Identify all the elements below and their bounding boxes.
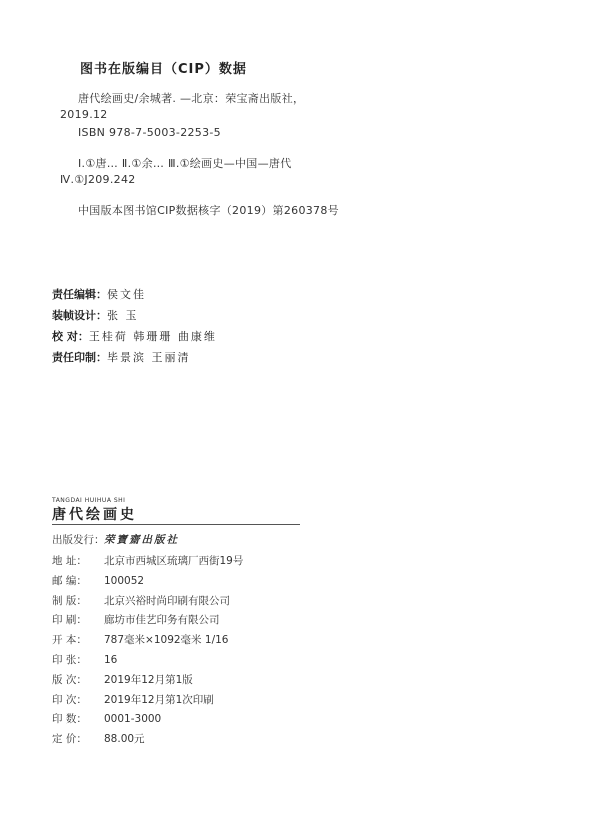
spec-label: 地 址： — [52, 555, 87, 567]
spec-price — [52, 731, 145, 746]
credit-value: 张 玉 — [107, 309, 139, 322]
spec-publisher — [52, 532, 179, 547]
spec-format — [52, 632, 228, 647]
spec-label: 开 本： — [52, 634, 87, 646]
credit-designer — [52, 307, 139, 323]
credit-value: 毕景滨 王丽清 — [107, 351, 191, 364]
spec-label: 制 版： — [52, 595, 87, 607]
spec-value: 廊坊市佳艺印务有限公司 — [104, 614, 220, 626]
spec-value: 2019年12月第1次印刷 — [104, 694, 214, 706]
spec-label: 印 刷： — [52, 614, 87, 626]
spec-value: 88.00元 — [104, 733, 145, 745]
cip-line1: 唐代绘画史/余城著. —北京：荣宝斋出版社， — [78, 92, 305, 105]
credit-value: 侯文佳 — [107, 288, 146, 301]
credit-editor — [52, 286, 146, 302]
spec-impression — [52, 692, 214, 707]
credit-label: 校 对： — [52, 330, 89, 343]
spec-label: 印 数： — [52, 713, 87, 725]
credit-printing — [52, 349, 191, 365]
cip-line2: 2019.12 — [60, 108, 108, 121]
title-divider — [52, 524, 300, 525]
book-pinyin: TANGDAI HUIHUA SHI — [52, 497, 126, 504]
book-title: 唐代绘画史 — [52, 507, 137, 523]
spec-edition — [52, 672, 193, 687]
spec-value: 2019年12月第1版 — [104, 674, 193, 686]
credit-label: 装帧设计： — [52, 309, 107, 322]
spec-label: 版 次： — [52, 674, 87, 686]
credit-label: 责任印制： — [52, 351, 107, 364]
credit-label: 责任编辑： — [52, 288, 107, 301]
credit-proofreader — [52, 328, 217, 344]
spec-plate-making — [52, 593, 230, 608]
credit-value: 王桂荷 韩珊珊 曲康维 — [88, 330, 217, 343]
cip-class2: Ⅳ.①J209.242 — [60, 173, 136, 186]
spec-sheets — [52, 652, 117, 667]
spec-label: 邮 编： — [52, 575, 87, 587]
cip-number: 中国版本图书馆CIP数据核字（2019）第260378号 — [78, 204, 339, 217]
publisher-brand: 荣寶齋出版社 — [104, 534, 179, 546]
spec-value: 787毫米×1092毫米 1/16 — [104, 634, 229, 646]
spec-value: 0001-3000 — [104, 713, 162, 725]
spec-value: 16 — [104, 654, 118, 666]
spec-printer — [52, 612, 220, 627]
spec-value: 100052 — [104, 575, 145, 587]
cip-title: 图书在版编目（CIP）数据 — [80, 62, 247, 77]
spec-print-run — [52, 711, 161, 726]
spec-postcode — [52, 573, 144, 588]
cip-class1: Ⅰ.①唐… Ⅱ.①余… Ⅲ.①绘画史—中国—唐代 — [78, 157, 292, 170]
spec-label: 定 价： — [52, 733, 87, 745]
spec-label: 出版发行： — [52, 534, 105, 546]
spec-label: 印 次： — [52, 694, 87, 706]
spec-address — [52, 553, 243, 568]
spec-label: 印 张： — [52, 654, 87, 666]
spec-value: 北京兴裕时尚印刷有限公司 — [104, 595, 230, 607]
cip-isbn: ISBN 978-7-5003-2253-5 — [78, 126, 221, 139]
spec-value: 北京市西城区琉璃厂西街19号 — [104, 555, 244, 567]
